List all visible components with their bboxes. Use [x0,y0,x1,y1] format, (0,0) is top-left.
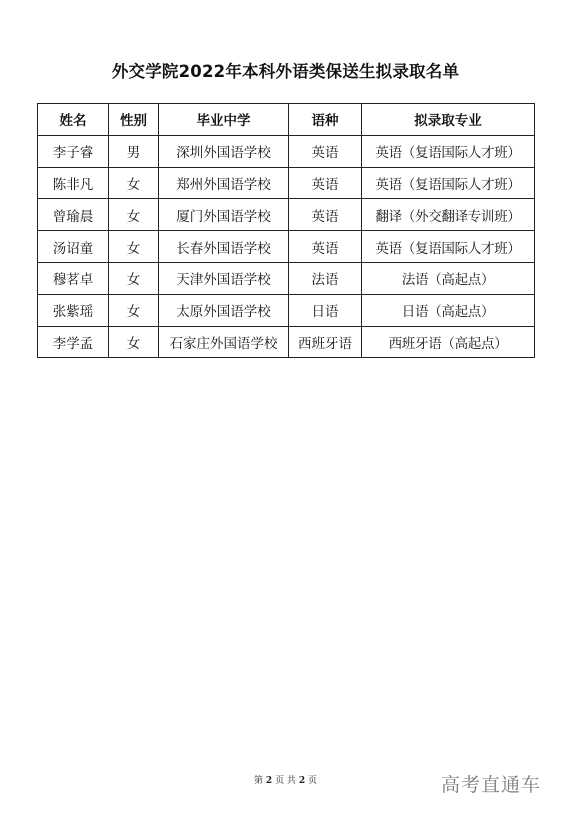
cell-major: 英语（复语国际人才班） [362,231,535,263]
cell-language: 英语 [289,135,362,167]
header-major: 拟录取专业 [362,104,535,136]
cell-gender: 女 [109,231,159,263]
table-row [38,135,535,167]
table-row [38,231,535,263]
page-total: 2 [298,776,306,786]
page-title: 外交学院2022年本科外语类保送生拟录取名单 [111,62,460,81]
cell-school: 石家庄外国语学校 [159,326,289,358]
cell-major: 英语（复语国际人才班） [362,135,535,167]
cell-language: 英语 [289,167,362,199]
cell-school: 厦门外国语学校 [159,199,289,231]
cell-gender: 男 [109,135,159,167]
admission-table [37,103,535,358]
cell-language: 英语 [289,199,362,231]
cell-gender: 女 [109,167,159,199]
cell-major: 日语（高起点） [362,294,535,326]
cell-name: 李子睿 [38,135,109,167]
header-name: 姓名 [38,104,109,136]
page-prefix: 第 [254,776,264,786]
header-language: 语种 [289,104,362,136]
table-header-row [38,104,535,136]
cell-name: 李学孟 [38,326,109,358]
table-row [38,199,535,231]
page-suffix: 页 [307,776,317,786]
cell-name: 张紫瑶 [38,294,109,326]
cell-school: 深圳外国语学校 [159,135,289,167]
cell-name: 穆茗卓 [38,262,109,294]
cell-language: 英语 [289,231,362,263]
table-row [38,167,535,199]
cell-gender: 女 [109,294,159,326]
cell-major: 翻译（外交翻译专训班） [362,199,535,231]
cell-language: 西班牙语 [289,326,362,358]
table-row [38,262,535,294]
cell-school: 郑州外国语学校 [159,167,289,199]
cell-major: 西班牙语（高起点） [362,326,535,358]
cell-name: 曾瑜晨 [38,199,109,231]
cell-school: 太原外国语学校 [159,294,289,326]
header-gender: 性别 [109,104,159,136]
cell-name: 汤诏童 [38,231,109,263]
table-row [38,326,535,358]
cell-gender: 女 [109,199,159,231]
cell-language: 日语 [289,294,362,326]
page-mid: 页 共 [275,776,296,786]
page-current: 2 [265,776,273,786]
cell-major: 法语（高起点） [362,262,535,294]
table-row [38,294,535,326]
header-school: 毕业中学 [159,104,289,136]
cell-gender: 女 [109,326,159,358]
cell-school: 天津外国语学校 [159,262,289,294]
cell-gender: 女 [109,262,159,294]
cell-major: 英语（复语国际人才班） [362,167,535,199]
cell-language: 法语 [289,262,362,294]
cell-school: 长春外国语学校 [159,231,289,263]
cell-name: 陈非凡 [38,167,109,199]
watermark-text: 高考直通车 [440,774,541,796]
